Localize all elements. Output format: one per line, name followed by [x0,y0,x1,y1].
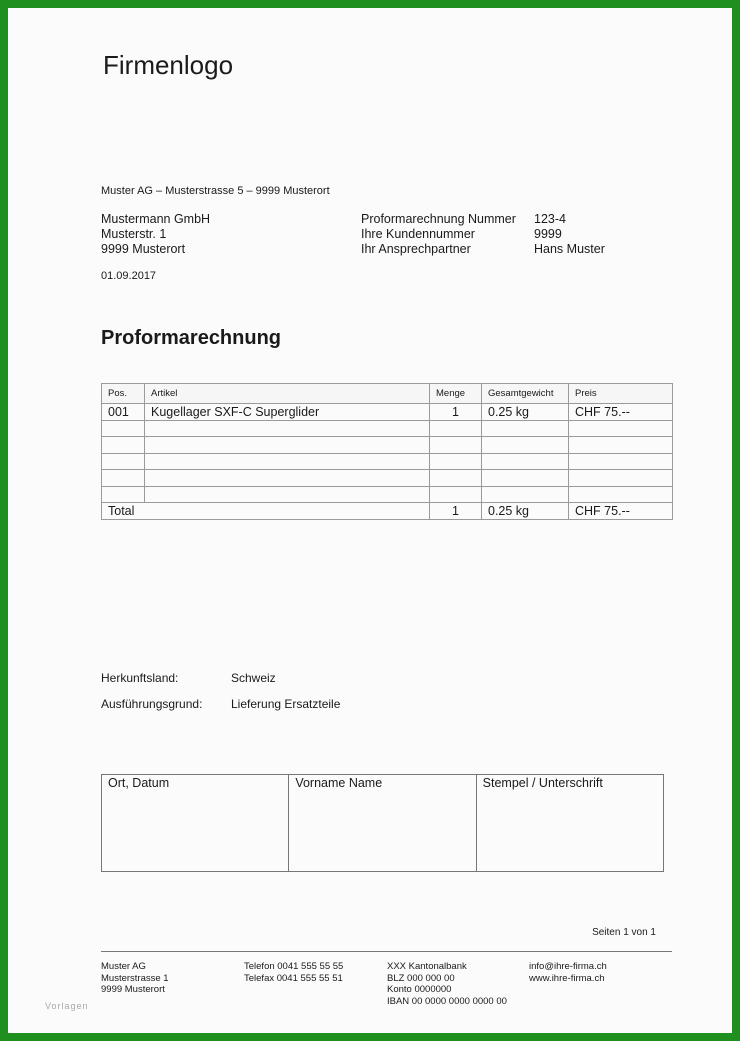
footer-divider [101,951,672,952]
reason-label: Ausführungsgrund: [101,697,203,711]
meta-value: Hans Muster [534,242,605,256]
cell-preis: CHF 75.-- [569,404,673,421]
sender-line: Muster AG – Musterstrasse 5 – 9999 Musterort [101,185,330,197]
document-title: Proformarechnung [101,327,282,349]
items-table [101,383,673,520]
table-row-empty [102,437,673,454]
meta-row [361,242,605,257]
footer-line: Telefax 0041 555 55 51 [244,972,343,984]
recipient-street: Musterstr. 1 [101,227,167,241]
meta-label: Proformarechnung Nummer [361,212,516,226]
origin-section [101,665,340,717]
table-row [102,404,673,421]
recipient-city: 9999 Musterort [101,242,186,256]
invoice-meta [361,212,605,257]
total-preis: CHF 75.-- [569,503,673,520]
table-row-empty [102,453,673,470]
recipient-name: Mustermann GmbH [101,212,211,226]
table-row-empty [102,420,673,437]
watermark: Vorlagen [45,1001,89,1011]
page-count: Seiten 1 von 1 [592,927,656,938]
footer-line: Muster AG [101,961,146,972]
footer-company [101,961,169,996]
total-menge: 1 [430,503,482,520]
cell-gewicht: 0.25 kg [482,404,569,421]
meta-value: 9999 [534,227,562,241]
signature-place-date: Ort, Datum [102,775,289,871]
footer-line: Telefon 0041 555 55 55 [244,961,344,972]
header-preis: Preis [569,384,673,404]
country-value: Schweiz [231,671,276,685]
footer-line: 9999 Musterort [101,984,165,995]
company-logo: Firmenlogo [103,50,234,80]
footer-line: Musterstrasse 1 [101,972,169,984]
table-row-empty [102,486,673,503]
signature-box [101,774,664,872]
header-gewicht: Gesamtgewicht [482,384,569,404]
footer-line: BLZ 000 000 00 [387,972,455,984]
country-label: Herkunftsland: [101,671,179,685]
invoice-date: 01.09.2017 [101,270,157,282]
footer-line: XXX Kantonalbank [387,961,467,972]
meta-label: Ihr Ansprechpartner [361,242,471,256]
cell-artikel: Kugellager SXF-C Superglider [145,404,430,421]
header-artikel: Artikel [145,384,430,404]
meta-row [361,227,605,242]
cell-pos: 001 [102,404,145,421]
table-total-row [102,503,673,520]
recipient-address [101,212,210,257]
footer-web [529,961,607,984]
signature-name: Vorname Name [289,775,476,871]
meta-value: 123-4 [534,212,566,226]
footer-line: Konto 0000000 [387,984,452,995]
header-menge: Menge [430,384,482,404]
meta-row [361,212,605,227]
footer-website[interactable]: www.ihre-firma.ch [529,972,605,984]
total-gewicht: 0.25 kg [482,503,569,520]
meta-label: Ihre Kundennummer [361,227,475,241]
reason-value: Lieferung Ersatzteile [231,697,341,711]
total-label: Total [102,503,430,520]
footer-line: IBAN 00 0000 0000 0000 00 [387,995,507,1007]
signature-stamp: Stempel / Unterschrift [482,776,603,790]
table-row-empty [102,470,673,487]
table-header-row [102,384,673,404]
footer-phone [244,961,343,984]
cell-menge: 1 [430,404,482,421]
header-pos: Pos. [102,384,145,404]
footer-email[interactable]: info@ihre-firma.ch [529,961,607,972]
footer-bank [387,961,507,1007]
